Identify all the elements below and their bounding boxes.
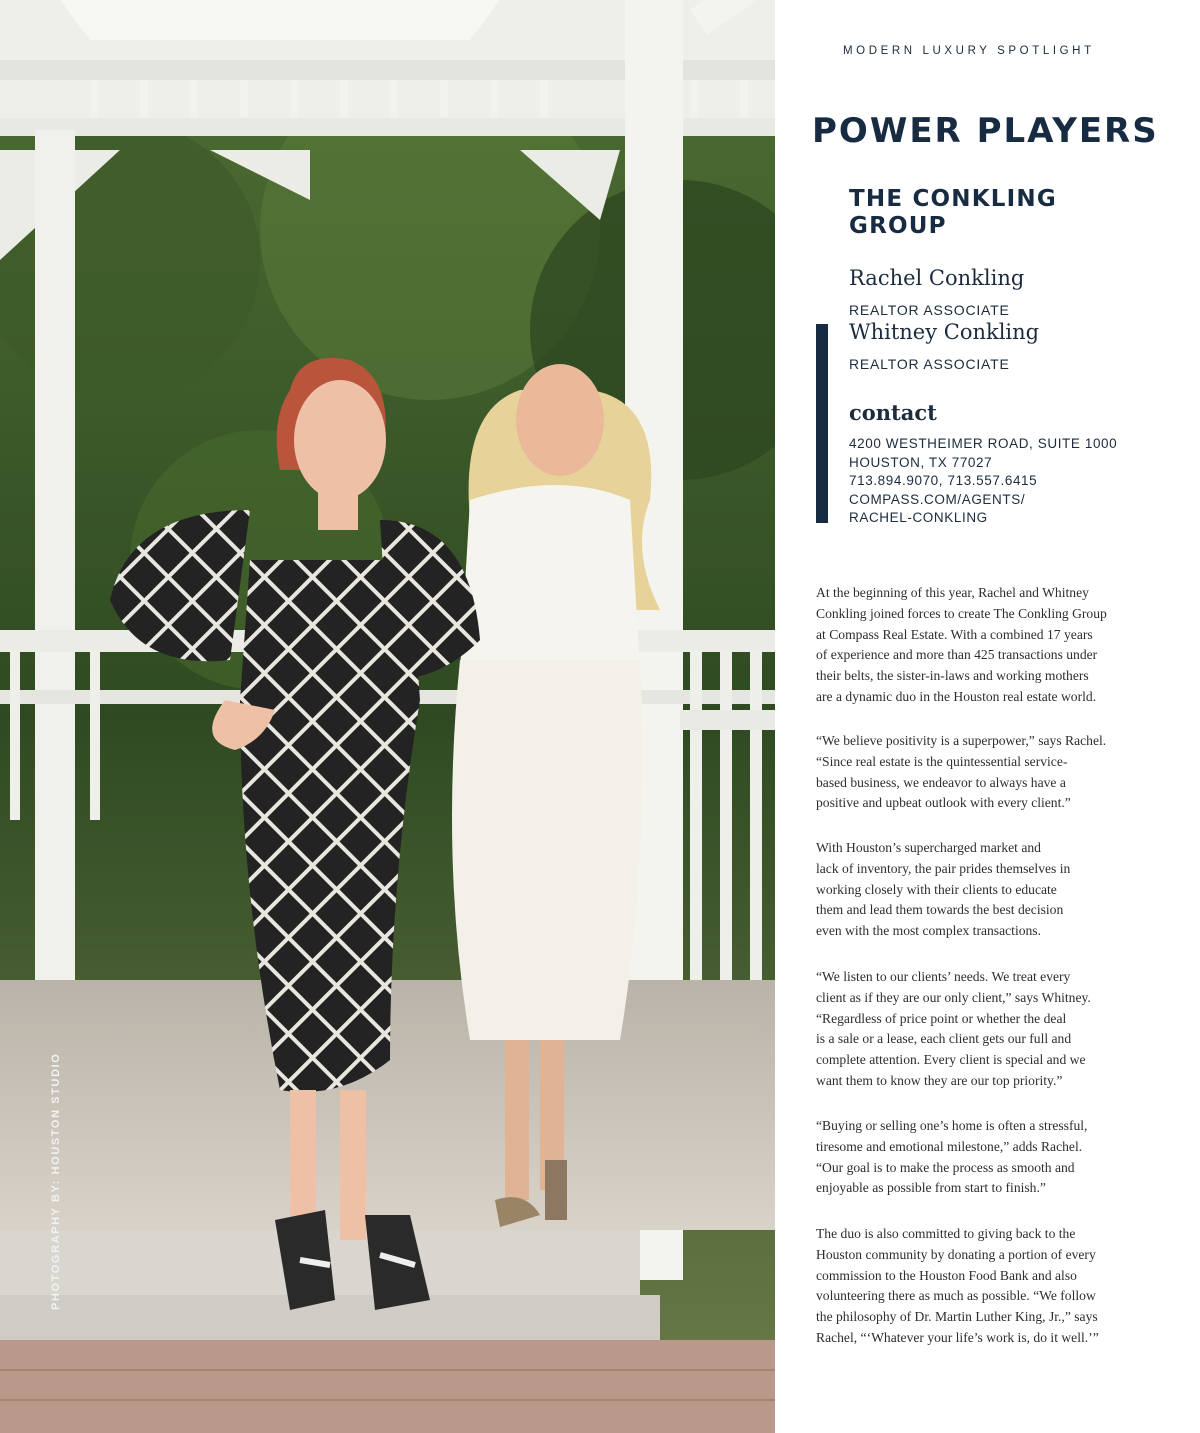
contact-address-line: 4200 WESTHEIMER ROAD, SUITE 1000 (849, 436, 1118, 451)
contact-city-line: HOUSTON, TX 77027 (849, 454, 993, 470)
agent-role-whitney: REALTOR ASSOCIATE (849, 356, 1010, 372)
text-line: working closely with their clients to educate (816, 881, 1057, 897)
text-line: “Buying or selling one’s home is often a stressful, (816, 1118, 1088, 1133)
text-line: “Regardless of price point or whether the deal (816, 1010, 1067, 1026)
article-paragraph (816, 838, 1136, 942)
group-name (849, 186, 1149, 240)
text-line: the philosophy of Dr. Martin Luther King, Jr.,” says (816, 1309, 1098, 1325)
contact-web-line[interactable]: COMPASS.COM/AGENTS/ (849, 491, 1026, 507)
text-line: them and lead them towards the best decision (816, 902, 1064, 918)
text-line: client as if they are our only client,” says Whitney. (816, 989, 1091, 1005)
agent-name-rachel: Rachel Conkling (849, 266, 1025, 290)
text-line: their belts, the sister-in-laws and working mothers (816, 668, 1089, 684)
article-paragraph (816, 967, 1136, 1092)
text-line: even with the most complex transactions. (816, 923, 1042, 939)
article-paragraph (816, 1116, 1136, 1199)
text-line: are a dynamic duo in the Houston real estate world. (816, 688, 1097, 704)
text-line: of experience and more than 425 transactions under (816, 647, 1098, 663)
text-line: With Houston’s supercharged market and (816, 840, 1041, 855)
text-line: Conkling joined forces to create The Conkling Group (816, 605, 1107, 621)
photo-credit: PHOTOGRAPHY BY: HOUSTON STUDIO (50, 1052, 62, 1310)
article-paragraph (816, 731, 1136, 814)
section-kicker: MODERN LUXURY SPOTLIGHT (843, 45, 1095, 57)
text-line: At the beginning of this year, Rachel and Whitney (816, 585, 1089, 600)
text-line: based business, we endeavor to always have a (816, 774, 1066, 790)
text-line: volunteering there as much as possible. “We follow (816, 1288, 1096, 1304)
article-paragraph (816, 1224, 1136, 1349)
text-line: lack of inventory, the pair prides themselves in (816, 860, 1071, 876)
group-name-line: GROUP (849, 213, 947, 239)
contact-web-line[interactable]: RACHEL-CONKLING (849, 510, 988, 525)
accent-bar (816, 324, 828, 523)
text-line: “Our goal is to make the process as smooth and (816, 1159, 1075, 1175)
text-line: want them to know they are our top priority.” (816, 1072, 1063, 1088)
text-line: The duo is also committed to giving back to the (816, 1226, 1076, 1241)
text-line: Houston community by donating a portion of every (816, 1246, 1096, 1262)
agent-role-rachel: REALTOR ASSOCIATE (849, 302, 1010, 318)
contact-phone-line[interactable]: 713.894.9070, 713.557.6415 (849, 473, 1038, 488)
text-line: is a sale or a lease, each client gets our full and (816, 1031, 1072, 1047)
page-title: POWER PLAYERS (812, 111, 1159, 151)
text-line: positive and upbeat outlook with every client.” (816, 795, 1071, 811)
text-line: complete attention. Every client is special and we (816, 1052, 1086, 1068)
article-paragraph (816, 583, 1136, 708)
text-line: “Since real estate is the quintessential service- (816, 753, 1068, 769)
contact-block (849, 435, 1117, 528)
text-line: tiresome and emotional milestone,” adds Rachel. (816, 1138, 1083, 1154)
text-line: enjoyable as possible from start to finish.” (816, 1180, 1046, 1196)
text-line: “We believe positivity is a superpower,” says Rachel. (816, 733, 1107, 748)
contact-heading: contact (849, 400, 937, 425)
text-line: Rachel, “‘Whatever your life’s work is, do it well.’” (816, 1329, 1099, 1345)
text-line: commission to the Houston Food Bank and also (816, 1267, 1077, 1283)
text-line: “We listen to our clients’ needs. We treat every (816, 969, 1071, 984)
agent-name-whitney: Whitney Conkling (849, 320, 1040, 344)
group-name-line: THE CONKLING (849, 186, 1057, 212)
text-line: at Compass Real Estate. With a combined 17 years (816, 626, 1093, 642)
